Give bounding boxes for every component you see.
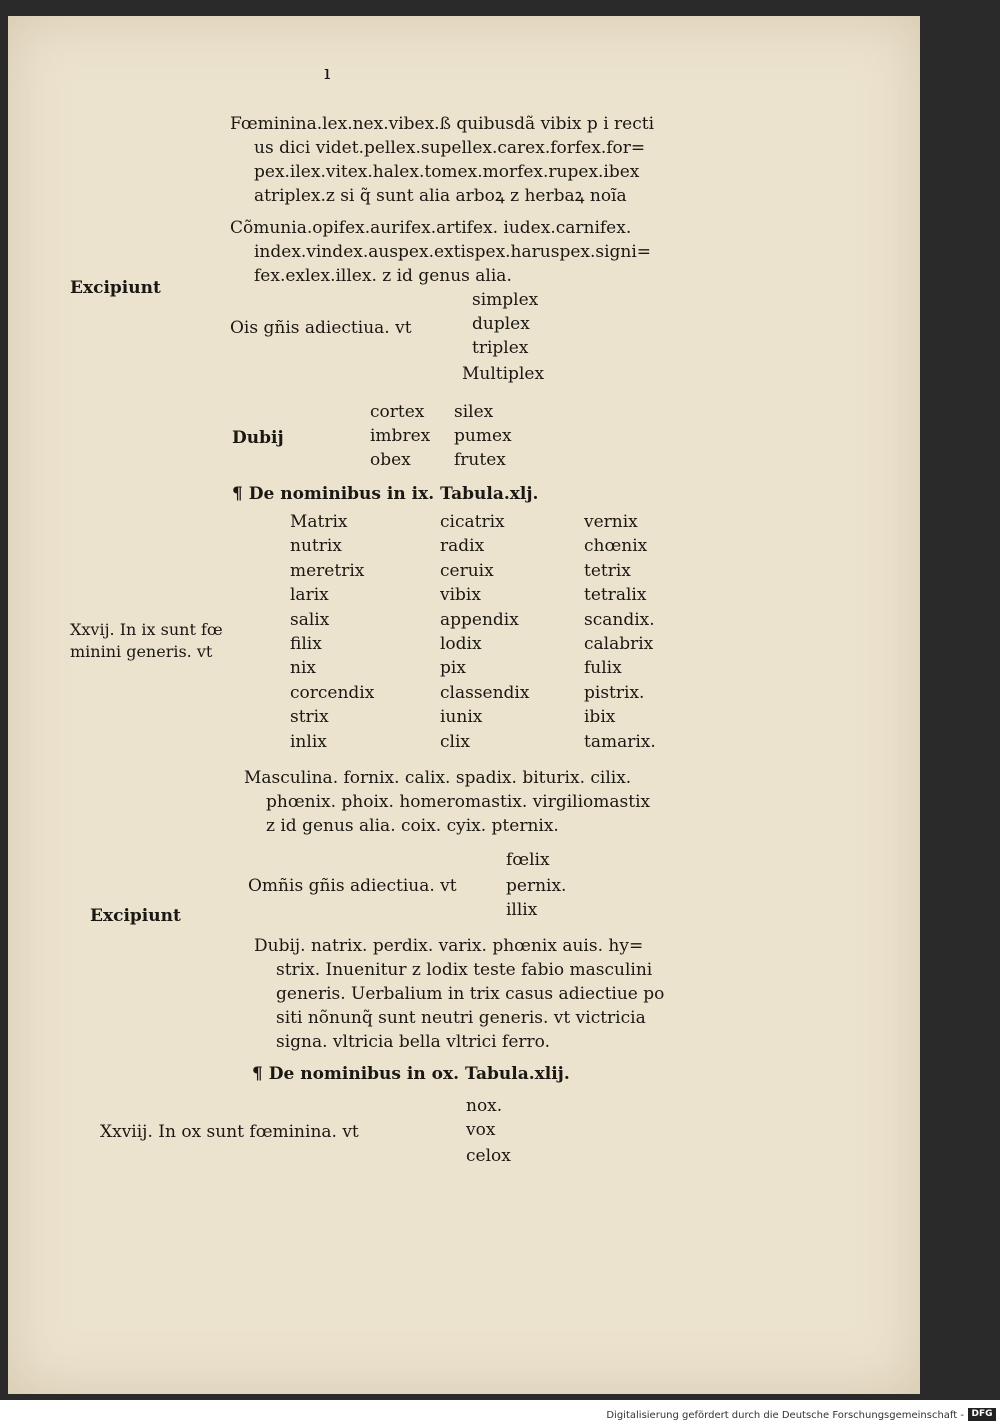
ix-word: scandix. <box>584 610 655 630</box>
ix-word: Matrix <box>290 512 348 532</box>
ox-word: nox. <box>466 1096 503 1116</box>
ix-word: clix <box>440 732 470 752</box>
dubii-line-3: generis. Uerbalium in trix casus adiectiue po <box>276 984 665 1004</box>
book-page <box>8 16 920 1394</box>
ix-word: fulix <box>584 658 622 678</box>
dubii-label-1: Dubij <box>232 428 284 448</box>
ix-word: salix <box>290 610 330 630</box>
footer-bar <box>0 1400 1000 1427</box>
ix-word: tamarix. <box>584 732 656 752</box>
omnis-word: pernix. <box>506 876 567 896</box>
rule-ix-line-1: Xxvij. In ix sunt fœ <box>70 620 223 639</box>
ix-word: nutrix <box>290 536 342 556</box>
ix-word: vibix <box>440 585 481 605</box>
omnis-word: illix <box>506 900 538 920</box>
ix-word: inlix <box>290 732 327 752</box>
dubii-word: pumex <box>454 426 512 446</box>
ix-word: ceruix <box>440 561 494 581</box>
section-heading-ox: ¶ De nominibus in ox. Tabula.xlij. <box>252 1064 570 1084</box>
feminine-line-1: Fœminina.lex.nex.vibex.ß quibusdã vibix p i recti <box>230 114 655 134</box>
ox-word: vox <box>466 1120 496 1140</box>
excipiunt-label-1: Excipiunt <box>70 278 161 298</box>
masculina-line-3: z id genus alia. coix. cyix. pternix. <box>266 816 559 836</box>
ix-word: filix <box>290 634 322 654</box>
dubii-word: silex <box>454 402 494 422</box>
ix-word: strix <box>290 707 329 727</box>
dubii-line-5: signa. vltricia bella vltrici ferro. <box>276 1032 550 1052</box>
dubii-line-4: siti nõnunq̃ sunt neutri generis. vt victricia <box>276 1008 646 1028</box>
ois-word: simplex <box>472 290 539 310</box>
ix-word: nix <box>290 658 316 678</box>
dubii-word: imbrex <box>370 426 431 446</box>
dubii-word: cortex <box>370 402 425 422</box>
dubii-line-1: Dubij. natrix. perdix. varix. phœnix auis. hy= <box>254 936 644 956</box>
communia-line-3: fex.exlex.illex. z id genus alia. <box>254 266 512 286</box>
ix-word: classendix <box>440 683 530 703</box>
ix-word: corcendix <box>290 683 375 703</box>
dfg-logo: DFG <box>968 1408 996 1421</box>
feminine-line-2: us dici videt.pellex.supellex.carex.forfex.for= <box>254 138 646 158</box>
ix-word: cicatrix <box>440 512 505 532</box>
ois-word: Multiplex <box>462 364 545 384</box>
ix-word: tetrix <box>584 561 631 581</box>
rule-ix-line-2: minini generis. vt <box>70 642 213 661</box>
omnis-word: fœlix <box>506 850 550 870</box>
rule-ox: Xxviij. In ox sunt fœminina. vt <box>100 1122 359 1142</box>
communia-line-2: index.vindex.auspex.extispex.haruspex.signi= <box>254 242 652 262</box>
footer-credit: Digitalisierung gefördert durch die Deutsche Forschungsgemeinschaft - <box>606 1410 964 1421</box>
dubii-word: obex <box>370 450 411 470</box>
masculina-line-1: Masculina. fornix. calix. spadix. biturix. cilix. <box>244 768 632 788</box>
communia-line-1: Cõmunia.opifex.aurifex.artifex. iudex.carnifex. <box>230 218 632 238</box>
ix-word: vernix <box>584 512 638 532</box>
ix-word: larix <box>290 585 329 605</box>
ix-word: pix <box>440 658 466 678</box>
ix-word: iunix <box>440 707 483 727</box>
ox-word: celox <box>466 1146 511 1166</box>
section-heading-ix: ¶ De nominibus in ix. Tabula.xlj. <box>232 484 539 504</box>
ix-word: appendix <box>440 610 519 630</box>
ix-word: lodix <box>440 634 482 654</box>
masculina-line-2: phœnix. phoix. homeromastix. virgiliomastix <box>266 792 651 812</box>
ix-word: chœnix <box>584 536 648 556</box>
ix-word: tetralix <box>584 585 647 605</box>
omnis-generis-label-2: Omñis gñis adiectiua. vt <box>248 876 457 896</box>
ix-word: calabrix <box>584 634 654 654</box>
dubii-word: frutex <box>454 450 506 470</box>
ois-word: duplex <box>472 314 530 334</box>
feminine-line-4: atriplex.z si q̃ sunt alia arboꝝ z herbaꝝ noĩa <box>254 186 627 206</box>
ois-word: triplex <box>472 338 529 358</box>
ix-word: ibix <box>584 707 616 727</box>
ix-word: radix <box>440 536 485 556</box>
excipiunt-label-2: Excipiunt <box>90 906 181 926</box>
dubii-line-2: strix. Inuenitur z lodix teste fabio masculini <box>276 960 653 980</box>
omnis-generis-label: Ois gñis adiectiua. vt <box>230 318 412 338</box>
page-mark: ı <box>324 60 331 84</box>
feminine-line-3: pex.ilex.vitex.halex.tomex.morfex.rupex.ibex <box>254 162 640 182</box>
ix-word: meretrix <box>290 561 365 581</box>
ix-word: pistrix. <box>584 683 645 703</box>
